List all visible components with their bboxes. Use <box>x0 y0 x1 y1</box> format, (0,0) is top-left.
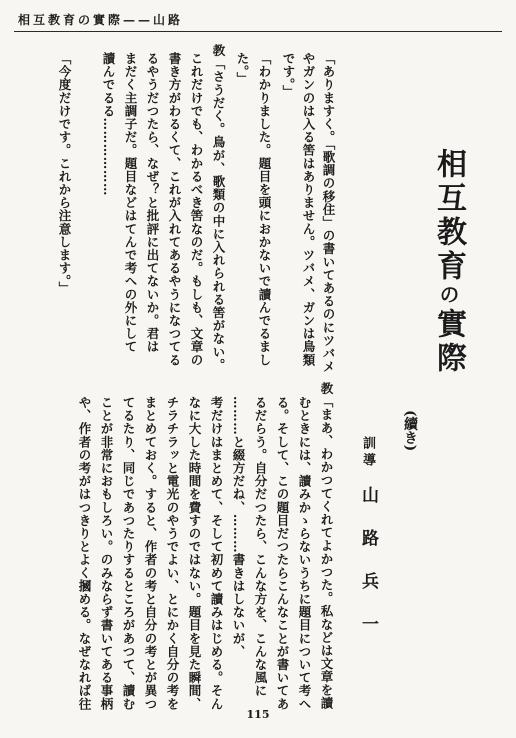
page-number: 115 <box>246 708 270 721</box>
upper-column-7: これだけでも、わかるべき筈なのだ。もしも、文章の <box>189 52 204 367</box>
title-main: 相互教育 <box>431 148 466 284</box>
lower-column-2: むときには、讀みかゝらないうちに題目について考へ <box>297 396 312 711</box>
upper-column-11: 讀んでるる……………… <box>101 52 116 197</box>
upper-column-5: た。」 <box>235 52 250 86</box>
lower-column-1: 教「まあ、わかつてくれてよかつた。私などは文章を讀 <box>319 382 334 710</box>
article-subtitle: (續き) <box>402 410 418 452</box>
article-title <box>431 148 466 376</box>
lower-column-7: なに大した時間を費すのではない。題目を見た瞬間、 <box>187 396 202 711</box>
upper-column-12: 「今度だけです。これから注意します。」 <box>57 52 72 295</box>
author-role: 訓導 <box>360 436 375 470</box>
header-rule <box>14 31 502 32</box>
upper-column-9: るやうだつたら、なぜ？と批評に出てないか。君は <box>145 52 160 354</box>
upper-column-3: です。」 <box>281 52 296 99</box>
title-rest: 實際 <box>431 308 466 376</box>
lower-column-4: るだらう。自分だつたら、こんな方を、こんな風に <box>253 396 268 698</box>
lower-column-5: ………と綴方だね、………書きはしないが、 <box>231 396 246 658</box>
title-particle: の <box>436 284 460 308</box>
lower-column-12: や、作者の考がはつきりとよく摑める。なぜなれば往 <box>77 396 92 711</box>
upper-column-6: 教「さうだく。鳥が、歌類の中に入れられる筈がない。 <box>211 44 226 372</box>
lower-column-11: ことが非常におもしろい。のみならず書いてある事柄 <box>99 396 114 711</box>
upper-column-2: やガンのは入る筈はありません。ツバメ、ガンは鳥類 <box>301 52 316 367</box>
upper-column-4: 「わかりました。題目を頭におかないで讀んでるまし <box>257 52 272 367</box>
lower-column-10: てるたり、同じであつたりするところがあつて、讀む <box>121 396 136 711</box>
upper-column-1: 「ありますく。「歌調の移住」の書いてあるのにツバメ <box>321 52 336 374</box>
lower-column-6: 考だけはまとめて、そして初めて讀みはじめる。そん <box>209 396 224 711</box>
upper-column-10: まだく主調子だ。題目などはてんで考への外にして <box>123 52 138 354</box>
author-name: 山路兵一 <box>358 486 378 658</box>
lower-column-9: まとめておく。すると、作者の考と自分の考とが異つ <box>143 396 158 711</box>
lower-column-3: る。そして、この題目だつたらこんなことが書いてあ <box>275 396 290 711</box>
running-head: 相互教育の實際——山路 <box>18 13 184 27</box>
upper-column-8: 書き方がわるくて、これが入れてあるやうになつてる <box>167 52 182 367</box>
lower-column-8: チラチラッと電光のやうでよい、とにかく自分の考を <box>165 396 180 711</box>
